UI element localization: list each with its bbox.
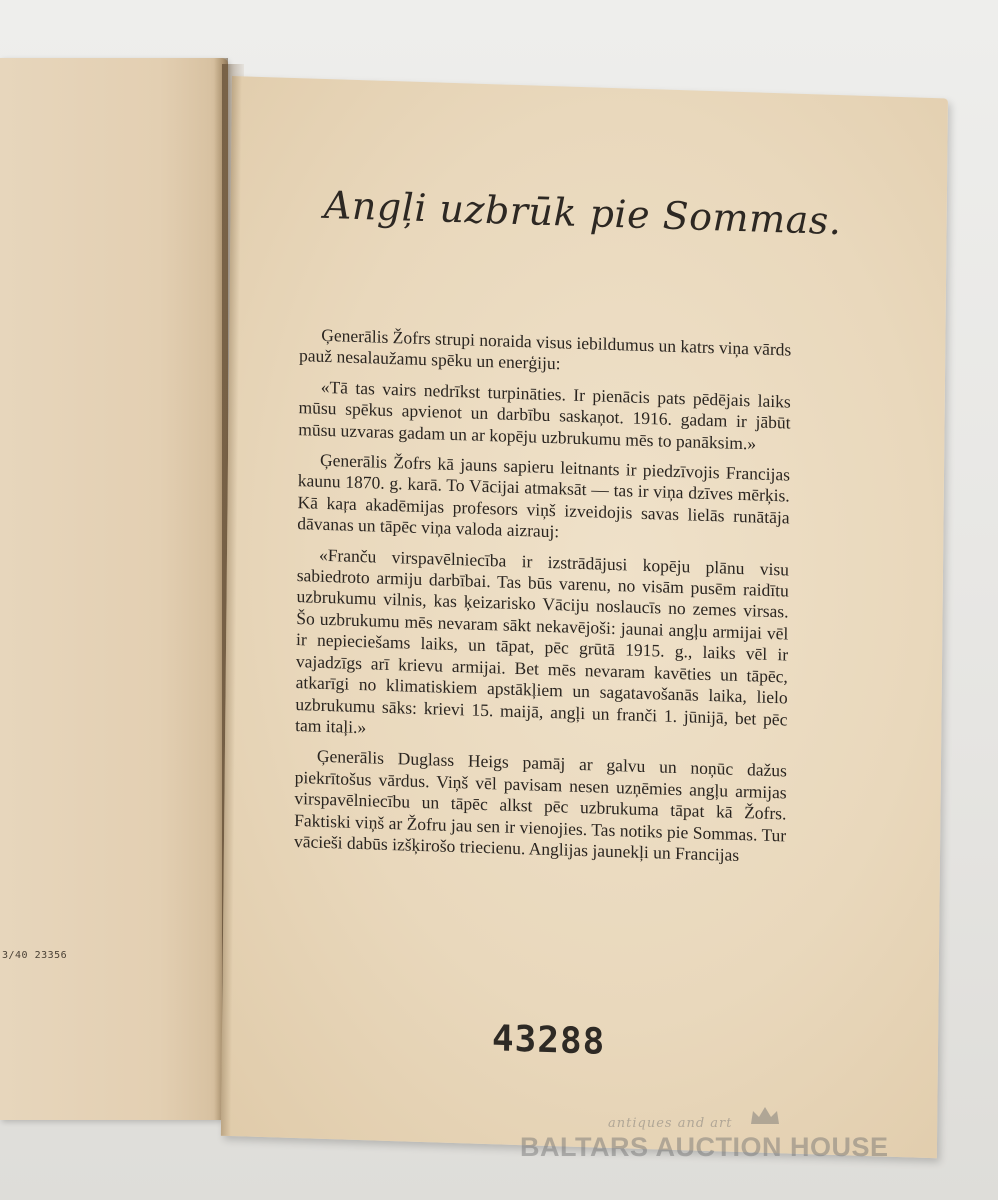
stamp-number: 43288 [491, 1018, 606, 1063]
crown-icon [748, 1104, 782, 1128]
watermark [520, 1112, 920, 1172]
watermark-brand: BALTARS AUCTION HOUSE [520, 1132, 889, 1162]
right-page [221, 76, 948, 1158]
paragraph: Ģenerālis Žofrs kā jauns sapieru leitnants ir piedzīvojis Francijas kaunu 1870. g. karā. To Vācijai atmaksāt — tas ir viņa dzīves mērķis. Kā kaŗa akadēmijas profesors viņš izveidojis savas lielās runātāja dāvanas un tāpēc viņa valoda aizrauj: [297, 449, 791, 542]
chapter-title: Angļi uzbrūk pie Sommas. [323, 182, 842, 244]
paragraph: Ģenerālis Žofrs strupi noraida visus iebildumus un katrs viņa vārds pauž nesalaužamu spēku un enerģiju: [298, 324, 792, 374]
watermark-tagline: antiques and art [608, 1116, 733, 1131]
paragraph: Ģenerālis Duglass Heigs pamāj ar galvu un noņūc dažus piekrītošus vārdus. Viņš vēl pavisam nesen uzņēmies angļu armijas virspavēlniecību un tāpēc alkst pēc uzbrukuma tāpat kā Žofrs. Faktiski viņš ar Žofru jau sen ir vienojies. Tas notiks pie Sommas. Tur vācieši dabūs izšķirošo triecienu. Anglijas jaunekļi un Francijas [293, 746, 787, 865]
print-code: 3/40 23356 [2, 950, 68, 961]
paragraph: «Tā tas vairs nedrīkst turpināties. Ir pienācis pats pēdējais laiks mūsu spēkus apvienot un darbību saskaņot. 1916. gadam ir jābūt mūsu uzvaras gadam un ar kopēju uzbrukumu mēs to panāksim.» [298, 376, 791, 454]
left-page [0, 58, 228, 1120]
body-text [294, 324, 792, 877]
paragraph: «Franču virspavēlniecība ir izstrādājusi kopēju plānu visu sabiedroto armiju darbībai. Tas būs varenu, no visām pusēm raidītu uzbrukumu vilnis, kas ķeizarisko Vāciju noslaucīs no zemes virsas. Šo uzbrukumu mēs nevaram sākt nekavējoši: jaunai angļu armijai vēl ir nepieciešams laiks, un tāpat, pēc grūtā 1915. g., laiks vēl ir vajadzīgs arī krievu armijai. Bet mēs nevaram kavēties un tāpēc, atkarīgi no klimatiskiem apstākļiem un sagatavošanās laika, lielo uzbrukumu sāks: krievi 15. maijā, angļi un franči 1. jūnijā, bet pēc tam itaļi.» [295, 544, 790, 738]
